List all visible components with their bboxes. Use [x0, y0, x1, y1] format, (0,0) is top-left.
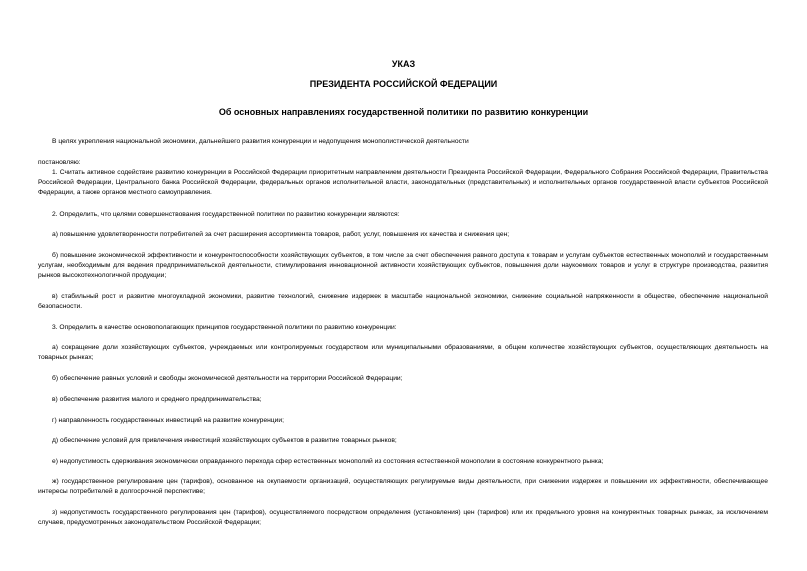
- decree-heading: УКАЗ: [391, 59, 416, 69]
- clause-3g-paragraph: ж) государственное регулирование цен (тарифов), основанное на окупаемости организаций, осуществляющих регулируемые виды деятельности, при снижении издержек и повышении их эффективности, обеспечивающее интересы потребителей в долгосрочной перспективе;: [38, 478, 768, 495]
- decree-subject-heading: Об основных направлениях государственной политики по развитию конкуренции: [218, 107, 589, 117]
- clause-3f-paragraph: е) недопустимость сдерживания экономически оправданного перехода сфер естественных монополий из состояния естественной монополии в состояние конкурентного рынка;: [52, 458, 604, 465]
- clause-2-paragraph: 2. Определить, что целями совершенствования государственной политики по развитию конкуренции являются:: [52, 211, 400, 218]
- clause-3c-paragraph: в) обеспечение развития малого и среднего предпринимательства;: [52, 396, 262, 403]
- clause-3-paragraph: 3. Определить в качестве основополагающих принципов государственной политики по развитию конкуренции:: [52, 324, 397, 331]
- clause-3e-paragraph: д) обеспечение условий для привлечения инвестиций хозяйствующих субъектов в развитие товарных рынков;: [52, 437, 397, 444]
- issuer-heading: ПРЕЗИДЕНТА РОССИЙСКОЙ ФЕДЕРАЦИИ: [309, 79, 498, 89]
- clause-1-paragraph: 1. Считать активное содействие развитию конкуренции в Российской Федерации приоритетным направлением деятельности Президента Российской Федерации, Федерального Собрания Российской Федерации, Правительства Российской Федерации, Центрального банка Российской Федерации, федеральных органов исполнительной власти, законодательных (представительных) и исполнительных органов государственной власти субъектов Российской Федерации, а также органов местного самоуправления.: [38, 169, 768, 196]
- clause-2a-paragraph: а) повышение удовлетворенности потребителей за счет расширения ассортимента товаров, работ, услуг, повышения их качества и снижения цен;: [52, 231, 510, 238]
- clause-2b-paragraph: б) повышение экономической эффективности и конкурентоспособности хозяйствующих субъектов, в том числе за счет обеспечения равного доступа к товарам и услугам субъектов естественных монополий и государственным услугам, необходимым для ведения предпринимательской деятельности, стимулирования инновационной активности хозяйствующих субъектов, повышения доли наукоемких товаров и услуг в структуре производства, развития рынков высокотехнологичной продукции;: [38, 252, 768, 279]
- clause-3a-paragraph: а) сокращение доли хозяйствующих субъектов, учреждаемых или контролируемых государством или муниципальными образованиями, в общем количестве хозяйствующих субъектов, осуществляющих деятельность на товарных рынках;: [38, 344, 768, 361]
- clause-2c-paragraph: в) стабильный рост и развитие многоукладной экономики, развитие технологий, снижение издержек в масштабе национальной экономики, снижение социальной напряженности в обществе, обеспечение национальной безопасности.: [38, 293, 768, 310]
- clause-3h-paragraph: з) недопустимость государственного регулирования цен (тарифов), осуществляемого посредством определения (установления) цен (тарифов) или их предельного уровня на конкурентных товарных рынках, за исключением случаев, предусмотренных законодательством Российской Федерации;: [38, 509, 768, 526]
- preamble-paragraph: В целях укрепления национальной экономики, дальнейшего развития конкуренции и недопущения монополистической деятельности: [52, 138, 469, 145]
- resolution-paragraph: постановляю:: [38, 159, 81, 166]
- clause-3d-paragraph: г) направленность государственных инвестиций на развитие конкуренции;: [52, 417, 284, 424]
- clause-3b-paragraph: б) обеспечение равных условий и свободы экономической деятельности на территории Российской Федерации;: [52, 375, 403, 382]
